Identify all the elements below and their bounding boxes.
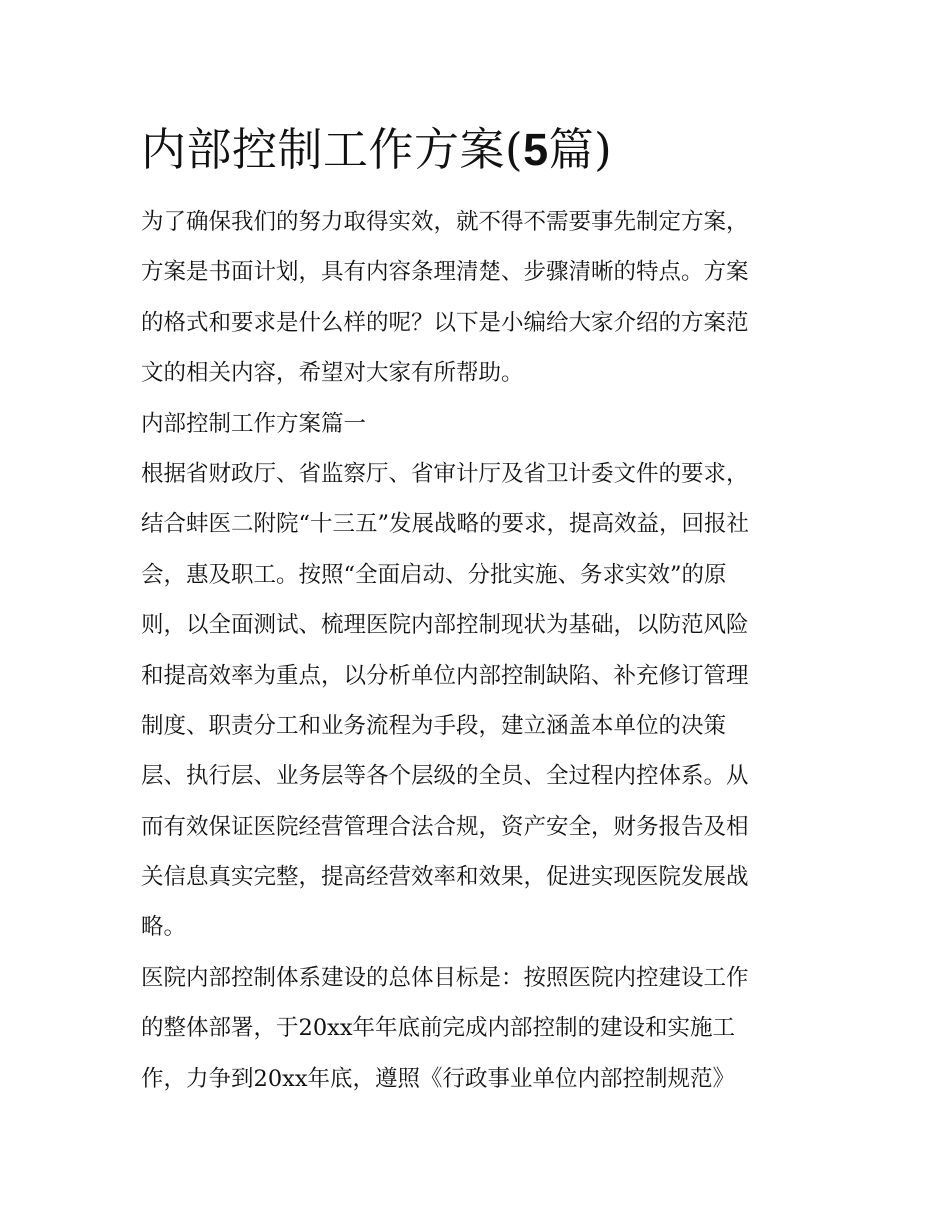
paragraph-line: 文的相关内容，希望对大家有所帮助。	[141, 360, 524, 387]
paragraph-line: 和提高效率为重点，以分析单位内部控制缺陷、补充修订管理	[141, 662, 749, 689]
paragraph-line: 医院内部控制体系建设的总体目标是：按照医院内控建设工作	[141, 964, 749, 991]
section-heading-text: 内部控制工作方案篇一	[141, 410, 367, 437]
paragraph-line: 方案是书面计划，具有内容条理清楚、步骤清晰的特点。方案	[141, 259, 749, 286]
document-body	[141, 118, 831, 1104]
paragraph-line: 的整体部署，于20xx年年底前完成内部控制的建设和实施工	[141, 1015, 736, 1042]
section-heading	[141, 399, 831, 449]
body-paragraph	[141, 953, 831, 1104]
title-number: 5	[523, 124, 549, 175]
paragraph-line: 作，力争到20xx年底，遵照《行政事业单位内部控制规范》	[141, 1065, 736, 1092]
paragraph-line: 为了确保我们的努力取得实效，就不得不需要事先制定方案，	[141, 209, 749, 235]
paragraph-line: 会，惠及职工。按照“全面启动、分批实施、务求实效”的原	[141, 561, 727, 588]
intro-paragraph	[141, 197, 831, 399]
paragraph-line: 的格式和要求是什么样的呢？以下是小编给大家介绍的方案范	[141, 309, 749, 336]
body-paragraph	[141, 449, 831, 953]
title-prefix: 内部控制工作方案(	[141, 123, 524, 176]
paragraph-line: 根据省财政厅、省监察厅、省审计厅及省卫计委文件的要求，	[141, 460, 749, 487]
document-title	[141, 118, 831, 182]
paragraph-line: 而有效保证医院经营管理合法合规，资产安全，财务报告及相	[141, 813, 749, 840]
paragraph-line: 则，以全面测试、梳理医院内部控制现状为基础，以防范风险	[141, 612, 749, 639]
paragraph-line: 层、执行层、业务层等各个层级的全员、全过程内控体系。从	[141, 763, 749, 790]
paragraph-line: 结合蚌医二附院“十三五”发展战略的要求，提高效益，回报社	[141, 511, 750, 538]
paragraph-line: 制度、职责分工和业务流程为手段，建立涵盖本单位的决策	[141, 712, 727, 739]
paragraph-line: 略。	[141, 914, 187, 941]
title-suffix: 篇)	[548, 123, 613, 176]
paragraph-line: 关信息真实完整，提高经营效率和效果，促进实现医院发展战	[141, 864, 749, 891]
